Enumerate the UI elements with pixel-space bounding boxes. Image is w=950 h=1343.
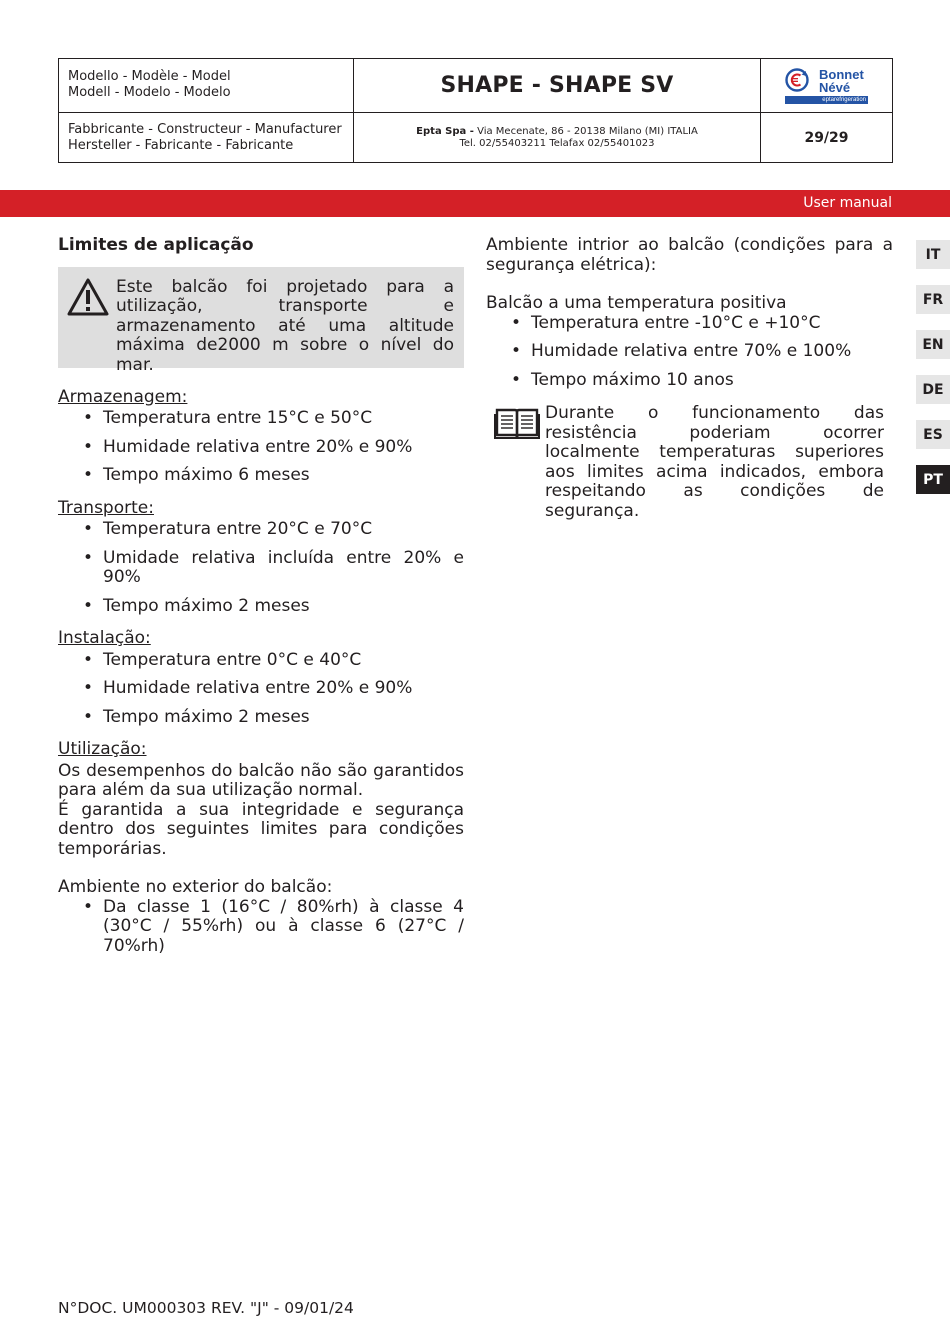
usage-title: Utilização: bbox=[58, 739, 147, 759]
manual-note bbox=[486, 404, 893, 521]
brand-line-2: Névé bbox=[819, 80, 851, 95]
brand-tagline: eptarefrigeration bbox=[785, 96, 868, 104]
list-item: • Temperatura entre 20°C e 70°C bbox=[83, 520, 464, 540]
install-title: Instalação: bbox=[58, 628, 151, 648]
brand-logo bbox=[761, 59, 892, 113]
list-item: • Temperatura entre 15°C e 50°C bbox=[83, 409, 464, 429]
list-item: • Humidade relativa entre 70% e 100% bbox=[511, 342, 893, 362]
brand-name bbox=[819, 68, 864, 94]
warning-box bbox=[58, 267, 464, 375]
list-item: • Temperatura entre 0°C e 40°C bbox=[83, 651, 464, 671]
model-name: SHAPE - SHAPE SV bbox=[354, 59, 761, 113]
list-item: • Temperatura entre -10°C e +10°C bbox=[511, 314, 893, 334]
language-tabs bbox=[916, 240, 950, 510]
list-item: • Tempo máximo 10 anos bbox=[511, 371, 893, 391]
lang-tab-en[interactable]: EN bbox=[916, 330, 950, 359]
manufacturer-label-cell bbox=[59, 113, 354, 163]
storage-list bbox=[83, 409, 464, 486]
lang-tab-pt[interactable]: PT bbox=[916, 465, 950, 494]
list-item: • Humidade relativa entre 20% e 90% bbox=[83, 438, 464, 458]
euro-circle-icon bbox=[785, 68, 809, 92]
company-phone: Tel. 02/55403211 Telafax 02/55401023 bbox=[459, 138, 655, 149]
lang-tab-it[interactable]: IT bbox=[916, 240, 950, 269]
transport-list bbox=[83, 520, 464, 616]
manufacturer-label-line-2: Hersteller - Fabricante - Fabricante bbox=[68, 138, 294, 153]
lang-tab-es[interactable]: ES bbox=[916, 420, 950, 449]
warning-icon bbox=[66, 277, 110, 317]
note-text: Durante o funcionamento das resistência poderiam ocorrer localmente temperaturas superiores aos limites acima indicados, embora respeitando as condições de segurança. bbox=[545, 403, 884, 521]
brand-line-1: Bonnet bbox=[819, 67, 864, 82]
header-table bbox=[58, 58, 893, 163]
lang-tab-de[interactable]: DE bbox=[916, 375, 950, 404]
list-item: • Tempo máximo 2 meses bbox=[83, 597, 464, 617]
positive-list bbox=[511, 314, 893, 391]
usage-paragraph-2: É garantida a sua integridade e segurança dentro dos seguintes limites para condições temporárias. bbox=[58, 799, 464, 859]
transport-title: Transporte: bbox=[58, 497, 154, 518]
model-label-cell bbox=[59, 59, 354, 113]
list-item: • Tempo máximo 6 meses bbox=[83, 466, 464, 486]
warning-text: Este balcão foi projetado para a utilização, transporte e armazenamento até uma altitude máxima de2000 m sobre o nível do mar. bbox=[116, 276, 454, 375]
list-item: • Umidade relativa incluída entre 20% e 90% bbox=[83, 549, 464, 588]
company-name: Epta Spa - bbox=[416, 126, 474, 137]
manufacturer-label-line-1: Fabbricante - Constructeur - Manufacturer bbox=[68, 122, 342, 137]
lang-tab-fr[interactable]: FR bbox=[916, 285, 950, 314]
page-number: 29/29 bbox=[804, 130, 849, 146]
model-label-line-2: Modell - Modelo - Modelo bbox=[68, 85, 231, 100]
usage-paragraph-1: Os desempenhos do balcão não são garantidos para além da sua utilização normal. bbox=[58, 760, 464, 800]
section-band bbox=[0, 190, 950, 217]
band-title: User manual bbox=[803, 195, 892, 211]
interior-paragraph: Ambiente intrior ao balcão (condições para a segurança elétrica): bbox=[486, 235, 893, 275]
section-heading: Limites de aplicação bbox=[58, 235, 254, 255]
list-item: • Da classe 1 (16°C / 80%rh) à classe 4 (30°C / 55%rh) ou à classe 6 (27°C / 70%rh) bbox=[83, 898, 464, 957]
list-item: • Tempo máximo 2 meses bbox=[83, 708, 464, 728]
right-column bbox=[486, 236, 893, 521]
list-item: • Humidade relativa entre 20% e 90% bbox=[83, 679, 464, 699]
model-label-line-1: Modello - Modèle - Model bbox=[68, 69, 231, 84]
install-list bbox=[83, 651, 464, 728]
left-column bbox=[58, 236, 464, 969]
company-address: Via Mecenate, 86 - 20138 Milano (MI) ITALIA bbox=[473, 126, 698, 137]
document-footer: N°DOC. UM000303 REV. "J" - 09/01/24 bbox=[58, 1299, 354, 1317]
exterior-title: Ambiente no exterior do balcão: bbox=[58, 877, 333, 897]
open-book-icon bbox=[494, 406, 540, 440]
exterior-list bbox=[83, 898, 464, 957]
manufacturer-address bbox=[354, 113, 761, 163]
storage-title: Armazenagem: bbox=[58, 386, 188, 407]
positive-title: Balcão a uma temperatura positiva bbox=[486, 293, 787, 313]
